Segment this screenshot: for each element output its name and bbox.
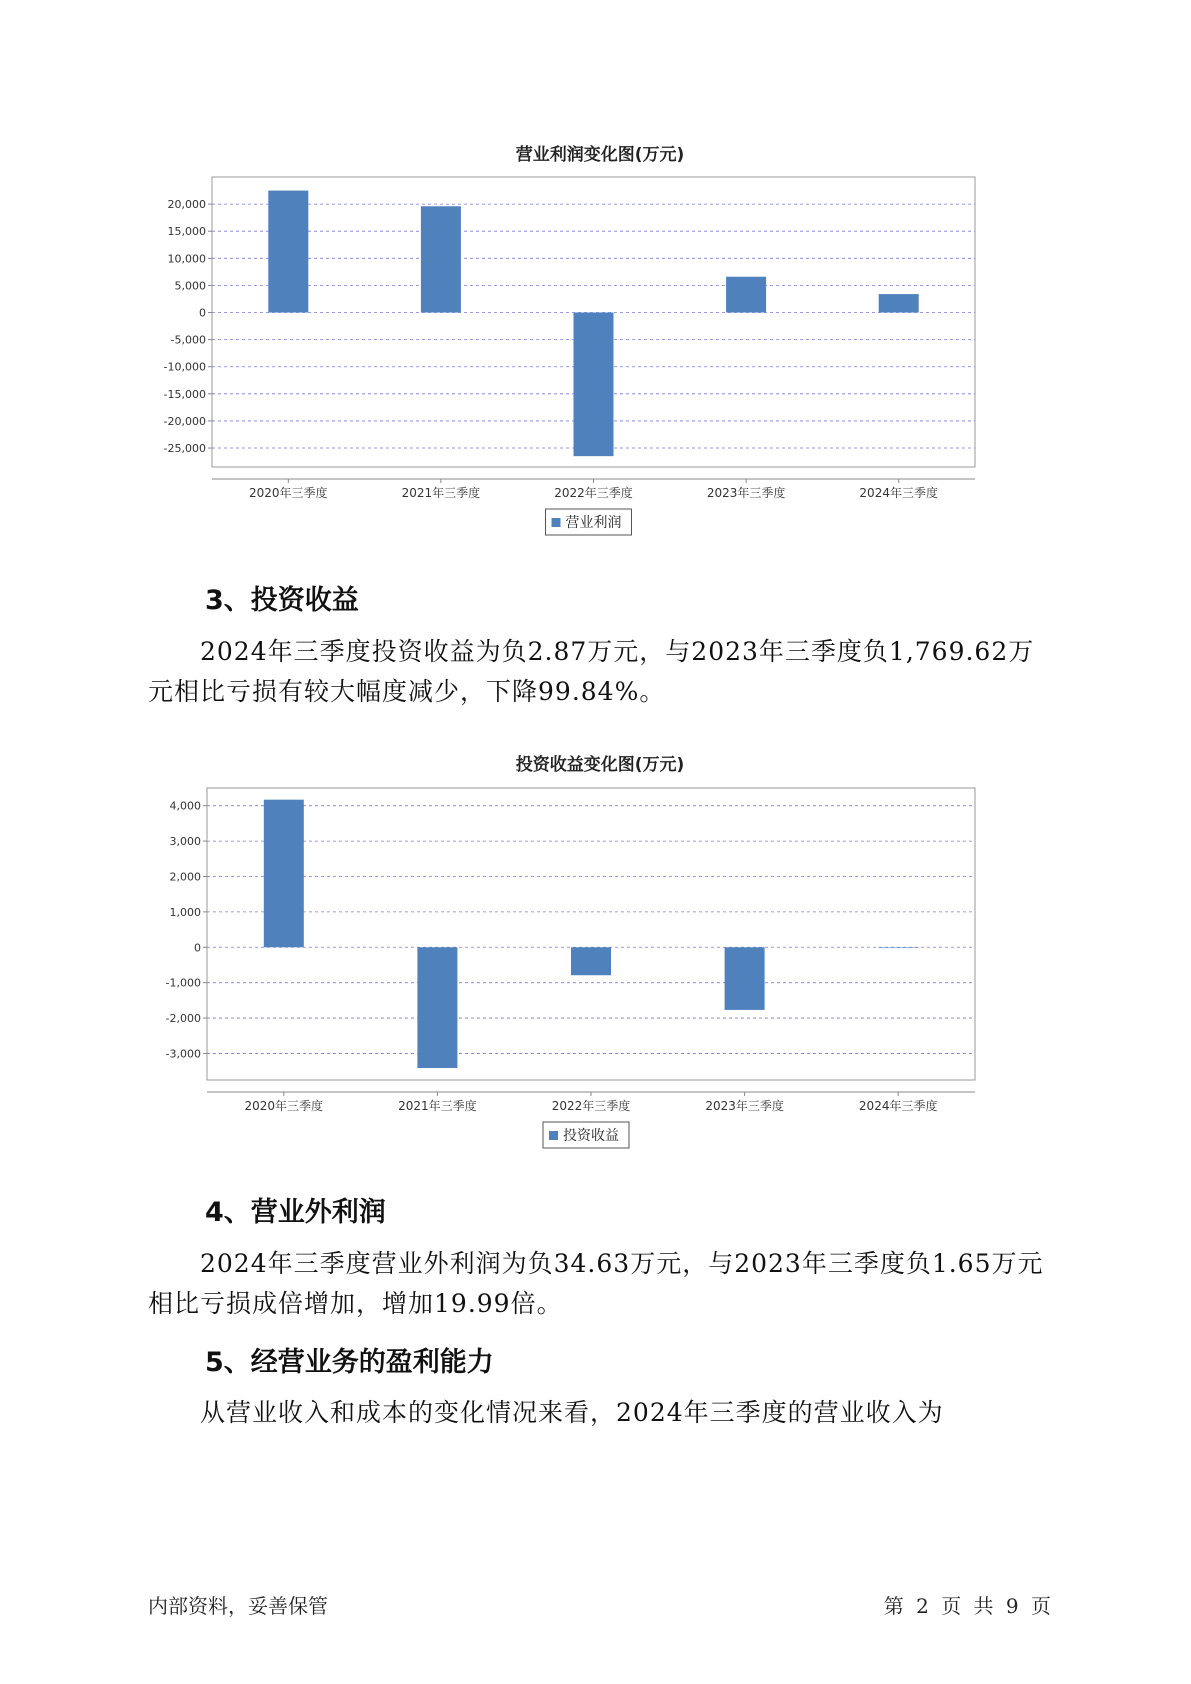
paragraph-line [148, 1284, 1053, 1324]
y-tick-label: -10,000 [163, 360, 206, 374]
x-tick-label: 2020年三季度 [249, 486, 328, 500]
y-tick-label: -2,000 [165, 1012, 201, 1026]
x-tick-label: 2024年三季度 [858, 1099, 938, 1113]
investment-income-chart [165, 745, 1030, 1165]
section-heading-investment-income: 3、投资收益 [205, 585, 359, 616]
paragraph-text: 从营业收入和成本的变化情况来看，2024年三季度的营业收入为 [200, 1398, 944, 1427]
y-tick-label: 1,000 [169, 905, 201, 919]
paragraph-line [148, 632, 1053, 672]
paragraph-line [148, 672, 1053, 712]
plot-area [207, 788, 975, 1080]
bar [574, 313, 614, 457]
y-tick-label: 3,000 [169, 835, 201, 849]
bar [878, 947, 918, 948]
bar [571, 947, 611, 975]
y-tick-label: -3,000 [165, 1047, 201, 1061]
bar [726, 277, 766, 313]
y-tick-label: 0 [199, 306, 206, 320]
y-tick-label: -15,000 [163, 387, 206, 401]
footer-page-number: 第 2 页 共 9 页 [883, 1594, 1051, 1618]
bar [417, 947, 457, 1068]
legend-swatch [549, 1131, 558, 1140]
section-heading-profitability: 5、经营业务的盈利能力 [205, 1347, 494, 1378]
y-tick-label: 5,000 [174, 279, 206, 293]
paragraph-profitability [148, 1393, 1053, 1433]
x-tick-label: 2023年三季度 [706, 486, 786, 500]
legend-swatch [552, 518, 561, 527]
y-tick-label: -1,000 [165, 976, 201, 990]
paragraph-investment-income [148, 632, 1053, 712]
paragraph-text: 元相比亏损有较大幅度减少，下降99.84%。 [148, 677, 666, 706]
paragraph-text: 相比亏损成倍增加，增加19.99倍。 [148, 1289, 563, 1318]
paragraph-line [148, 1393, 1053, 1433]
operating-profit-chart [163, 135, 1030, 555]
chart-title: 营业利润变化图(万元) [515, 145, 685, 165]
footer-confidential-note: 内部资料，妥善保管 [148, 1594, 328, 1618]
x-tick-label: 2021年三季度 [398, 1099, 477, 1113]
y-tick-label: 15,000 [167, 225, 206, 239]
paragraph-text: 2024年三季度营业外利润为负34.63万元，与2023年三季度负1.65万元 [200, 1249, 1044, 1278]
x-tick-label: 2024年三季度 [859, 486, 938, 500]
x-tick-label: 2020年三季度 [244, 1099, 324, 1113]
paragraph-line [148, 1244, 1053, 1284]
paragraph-text: 2024年三季度投资收益为负2.87万元，与2023年三季度负1,769.62万 [200, 637, 1035, 666]
paragraph-non-operating-profit [148, 1244, 1053, 1324]
chart-svg [165, 745, 1030, 1165]
bar [264, 800, 304, 948]
y-tick-label: -5,000 [170, 333, 206, 347]
y-tick-label: 4,000 [169, 799, 201, 813]
x-tick-label: 2022年三季度 [551, 1099, 631, 1113]
section-heading-non-operating-profit: 4、营业外利润 [205, 1197, 386, 1228]
bar [268, 191, 308, 313]
bar [421, 206, 461, 312]
y-tick-label: 20,000 [167, 198, 206, 212]
legend-label: 投资收益 [563, 1128, 619, 1144]
y-tick-label: -20,000 [163, 414, 206, 428]
chart-title: 投资收益变化图(万元) [515, 755, 685, 775]
x-tick-label: 2023年三季度 [705, 1099, 784, 1113]
x-tick-label: 2021年三季度 [401, 486, 481, 500]
y-tick-label: 0 [194, 941, 201, 955]
y-tick-label: 2,000 [169, 870, 201, 884]
y-tick-label: 10,000 [167, 252, 206, 266]
legend-label: 营业利润 [565, 515, 622, 531]
y-tick-label: -25,000 [163, 442, 206, 456]
bar [879, 294, 919, 312]
bar [725, 947, 765, 1010]
x-tick-label: 2022年三季度 [554, 486, 633, 500]
chart-svg [163, 135, 1030, 555]
